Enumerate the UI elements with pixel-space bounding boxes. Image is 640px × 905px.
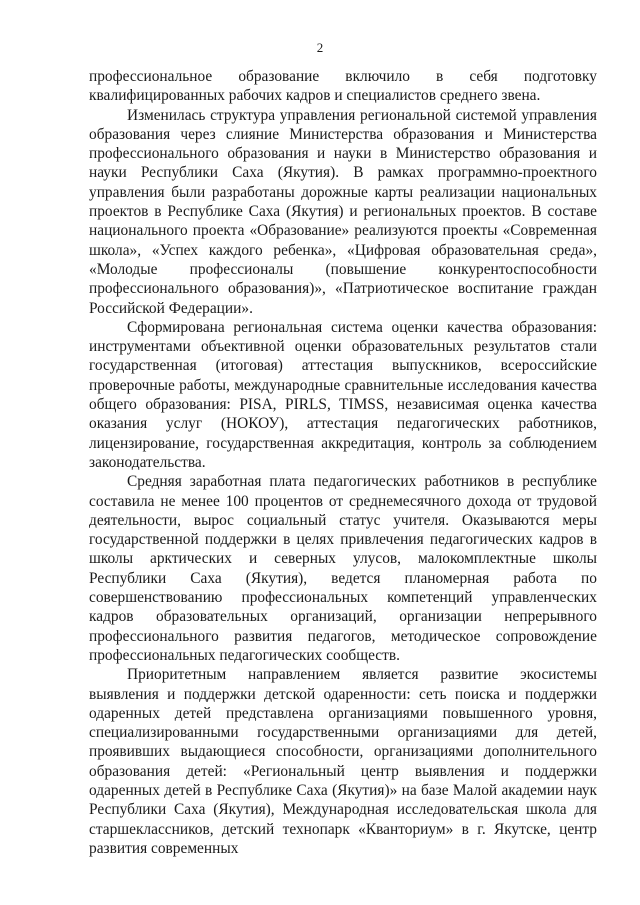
paragraph-teacher-salary: Средняя заработная плата педагогических работников в республике составила не менее 100 процентов от среднемесячного дохода от трудовой деятельности, вырос социальный статус учителя. Оказываются меры государственной поддержки в целях привлечения педагогических кадров в школы арктических и северных улусов, малокомплектные школы Республики Саха (Якутия), ведется планомерная работа по совершенствованию профессиональных компетенций управленческих кадров образовательных организаций, организации непрерывного профессионального развития педагогов, методическое сопровождение профессиональных педагогических сообществ. [89,473,597,664]
paragraph-continuation: профессиональное образование включило в себя подготовку квалифицированных рабочих кадров и специалистов среднего звена. [89,68,597,105]
paragraph-management-structure: Изменилась структура управления региональной системой управления образования через слияние Министерства образования и Министерства профессионального образования и науки в Министерство образования и науки Республики Саха (Якутия). В рамках программно-проектного управления были разработаны дорожные карты реализации национальных проектов в Республике Саха (Якутия) и региональных проектов. В составе национального проекта «Образование» реализуются проекты «Современная школа», «Успех каждого ребенка», «Цифровая образовательная среда», «Молодые профессионалы (повышение конкурентоспособности профессионального образования)», «Патриотическое воспитание граждан Российской Федерации». [89,106,597,317]
paragraph-quality-assessment: Сформирована региональная система оценки качества образования: инструментами объективной оценки образовательных результатов стали государственная (итоговая) аттестация выпускников, всероссийские проверочные работы, международные сравнительные исследования качества общего образования: PISA, PIRLS, TIMSS, независимая оценка качества оказания услуг (НОКОУ), аттестация педагогических работников, лицензирование, государственная аккредитация, контроль за соблюдением законодательства. [89,318,597,471]
document-body [89,67,597,858]
paragraph-gifted-children: Приоритетным направлением является развитие экосистемы выявления и поддержки детской одаренности: сеть поиска и поддержки одаренных детей представлена организациями повышенного уровня, специализированными государственными организациями для детей, проявивших выдающиеся способности, организациями дополнительного образования детей: «Региональный центр выявления и поддержки одаренных детей в Республике Саха (Якутия)» на базе Малой академии наук Республики Саха (Якутия), Международная исследовательская школа для старшеклассников, детский технопарк «Кванториум» в г. Якутске, центр развития современных [89,666,597,857]
page-number: 2 [316,40,324,55]
